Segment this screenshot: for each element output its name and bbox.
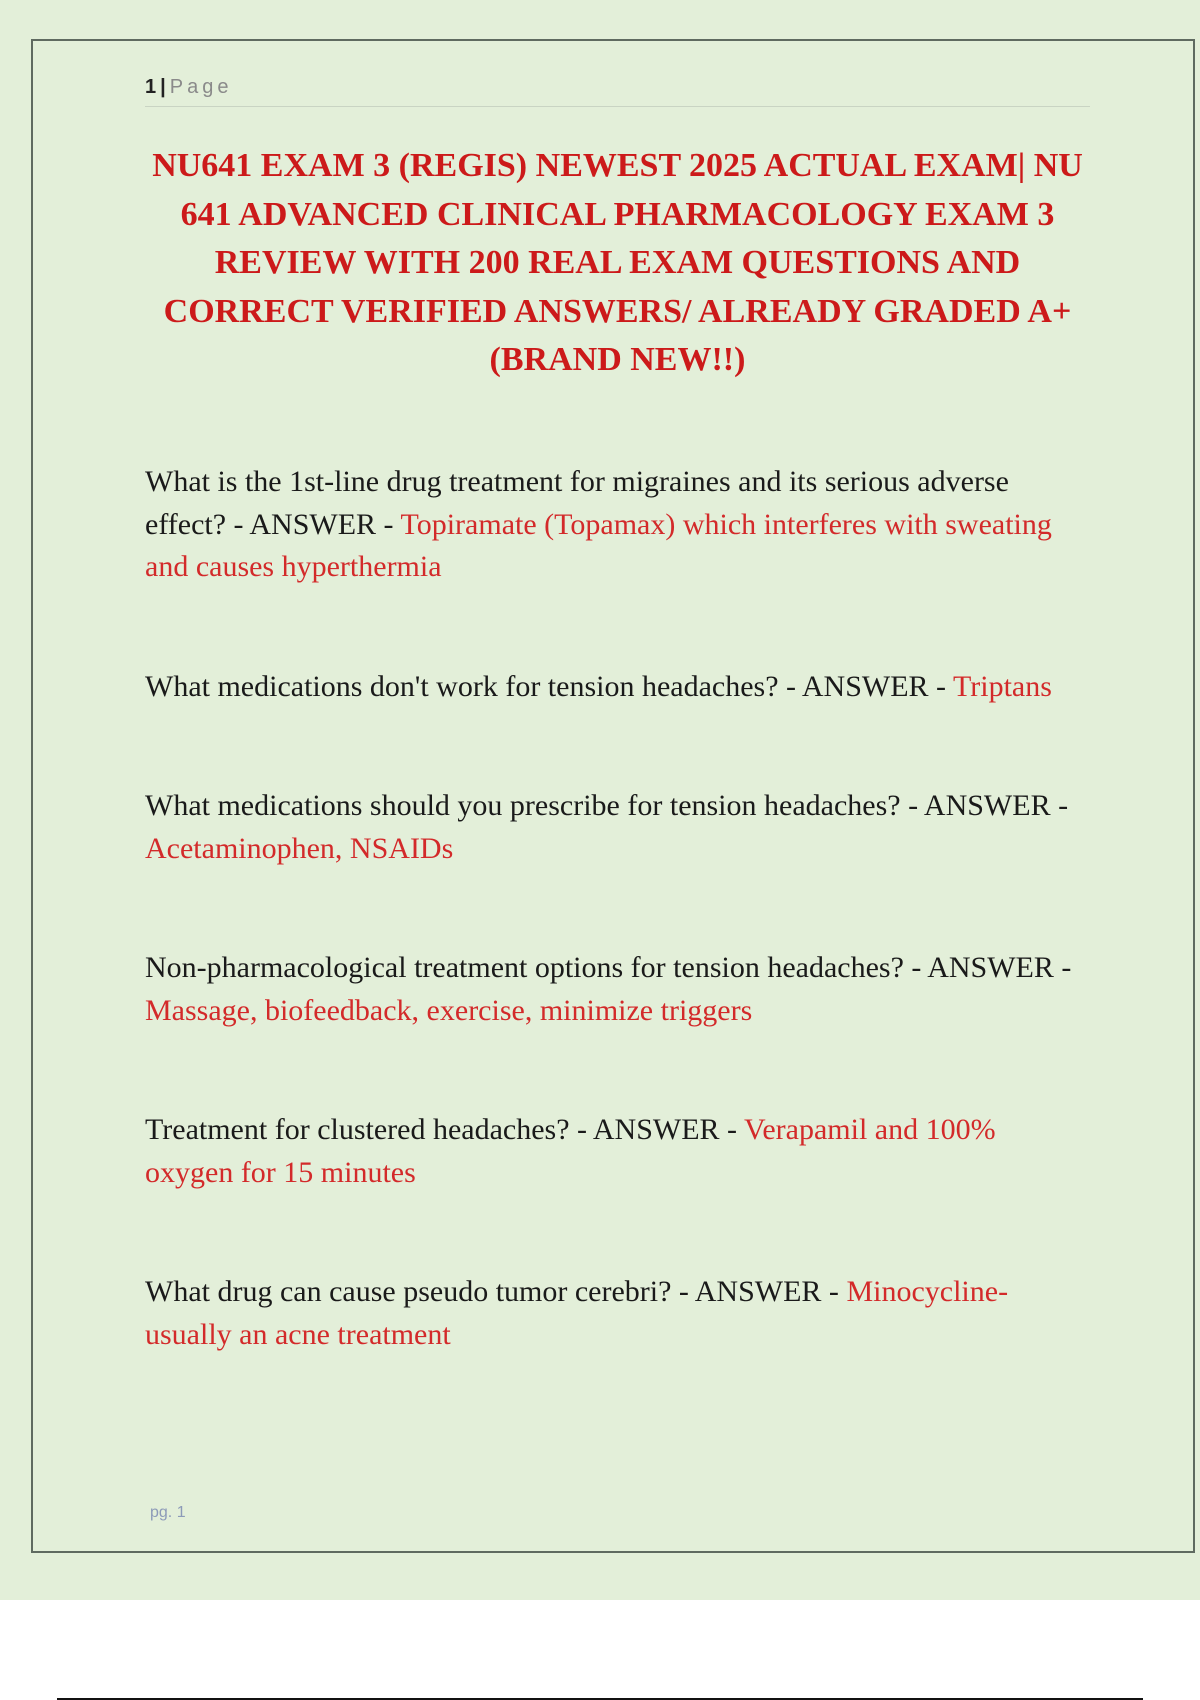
qa-item	[145, 666, 1090, 709]
header-page-number: 1	[145, 76, 157, 98]
qa-question: What is the 1st-line drug treatment for migraines and its serious adverse effect? - ANSWER -	[145, 465, 1009, 541]
document-title: NU641 EXAM 3 (REGIS) NEWEST 2025 ACTUAL EXAM| NU 641 ADVANCED CLINICAL PHARMACOLOGY EXAM 3 REVIEW WITH 200 REAL EXAM QUESTIONS AND CORRECT VERIFIED ANSWERS/ ALREADY GRADED A+ (BRAND NEW!!)	[152, 147, 1083, 378]
header-separator: |	[160, 76, 166, 98]
qa-answer: Acetaminophen, NSAIDs	[145, 831, 454, 865]
qa-list	[145, 461, 1090, 1356]
qa-answer: Triptans	[952, 669, 1052, 703]
qa-answer: Verapamil and 100% oxygen for 15 minutes	[145, 1113, 996, 1189]
qa-question: What medications don't work for tension headaches? - ANSWER -	[145, 669, 953, 703]
qa-question: What medications should you prescribe for tension headaches? - ANSWER -	[145, 789, 1069, 822]
qa-item	[145, 461, 1090, 589]
qa-item	[145, 947, 1090, 1032]
qa-item	[145, 785, 1090, 870]
qa-answer: Topiramate (Topamax) which interferes with sweating and causes hyperthermia	[145, 507, 1052, 583]
header-page-word: Page	[169, 76, 233, 98]
qa-item	[145, 1271, 1090, 1356]
qa-item	[145, 1109, 1090, 1194]
page-footer: pg. 1	[150, 1504, 186, 1521]
qa-answer: Minocycline- usually an acne treatment	[145, 1275, 1009, 1351]
qa-question: Treatment for clustered headaches? - ANSWER -	[145, 1113, 744, 1146]
page-header	[145, 74, 1090, 107]
qa-answer: Massage, biofeedback, exercise, minimize triggers	[145, 993, 753, 1027]
qa-question: What drug can cause pseudo tumor cerebri? - ANSWER -	[145, 1275, 847, 1308]
qa-question: Non-pharmacological treatment options for tension headaches? - ANSWER -	[145, 951, 1072, 984]
